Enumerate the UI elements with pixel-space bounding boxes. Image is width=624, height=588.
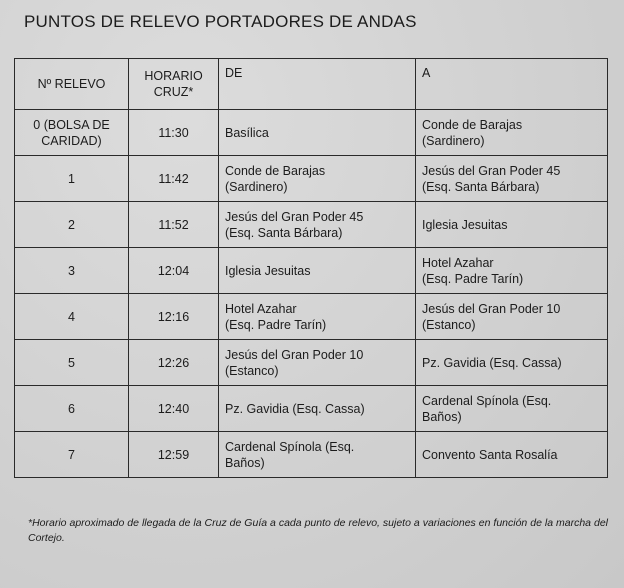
header-horario: HORARIO CRUZ* [129, 59, 219, 110]
table-row [15, 156, 608, 202]
cell-a: Cardenal Spínola (Esq. Baños) [416, 386, 608, 432]
cell-de: Basílica [219, 110, 416, 156]
cell-a: Convento Santa Rosalía [416, 432, 608, 478]
cell-relevo: 3 [15, 248, 129, 294]
cell-de: Conde de Barajas (Sardinero) [219, 156, 416, 202]
cell-de: Cardenal Spínola (Esq. Baños) [219, 432, 416, 478]
table-row [15, 110, 608, 156]
header-a: A [416, 59, 608, 110]
cell-relevo: 1 [15, 156, 129, 202]
table-row [15, 248, 608, 294]
cell-a: Jesús del Gran Poder 45 (Esq. Santa Bárbara) [416, 156, 608, 202]
cell-a: Conde de Barajas (Sardinero) [416, 110, 608, 156]
header-relevo: Nº RELEVO [15, 59, 129, 110]
table-row [15, 202, 608, 248]
cell-hora: 12:40 [129, 386, 219, 432]
cell-hora: 12:59 [129, 432, 219, 478]
header-de: DE [219, 59, 416, 110]
cell-de: Pz. Gavidia (Esq. Cassa) [219, 386, 416, 432]
cell-a: Pz. Gavidia (Esq. Cassa) [416, 340, 608, 386]
relevos-table [14, 58, 608, 478]
cell-hora: 12:26 [129, 340, 219, 386]
cell-a: Jesús del Gran Poder 10 (Estanco) [416, 294, 608, 340]
footnote: *Horario aproximado de llegada de la Cruz de Guía a cada punto de relevo, sujeto a variaciones en función de la marcha del Cortejo. [28, 517, 608, 544]
cell-a: Hotel Azahar (Esq. Padre Tarín) [416, 248, 608, 294]
table-row [15, 432, 608, 478]
cell-hora: 12:16 [129, 294, 219, 340]
cell-relevo: 0 (BOLSA DE CARIDAD) [15, 110, 129, 156]
cell-hora: 11:42 [129, 156, 219, 202]
cell-a: Iglesia Jesuitas [416, 202, 608, 248]
cell-relevo: 5 [15, 340, 129, 386]
table-row [15, 294, 608, 340]
cell-de: Jesús del Gran Poder 45 (Esq. Santa Bárbara) [219, 202, 416, 248]
table-row [15, 340, 608, 386]
table-header-row [15, 59, 608, 110]
page-title: PUNTOS DE RELEVO PORTADORES DE ANDAS [24, 12, 417, 31]
cell-relevo: 4 [15, 294, 129, 340]
cell-hora: 11:52 [129, 202, 219, 248]
cell-de: Iglesia Jesuitas [219, 248, 416, 294]
cell-relevo: 6 [15, 386, 129, 432]
cell-hora: 12:04 [129, 248, 219, 294]
cell-relevo: 2 [15, 202, 129, 248]
cell-hora: 11:30 [129, 110, 219, 156]
cell-relevo: 7 [15, 432, 129, 478]
table-row [15, 386, 608, 432]
cell-de: Jesús del Gran Poder 10 (Estanco) [219, 340, 416, 386]
cell-de: Hotel Azahar (Esq. Padre Tarín) [219, 294, 416, 340]
